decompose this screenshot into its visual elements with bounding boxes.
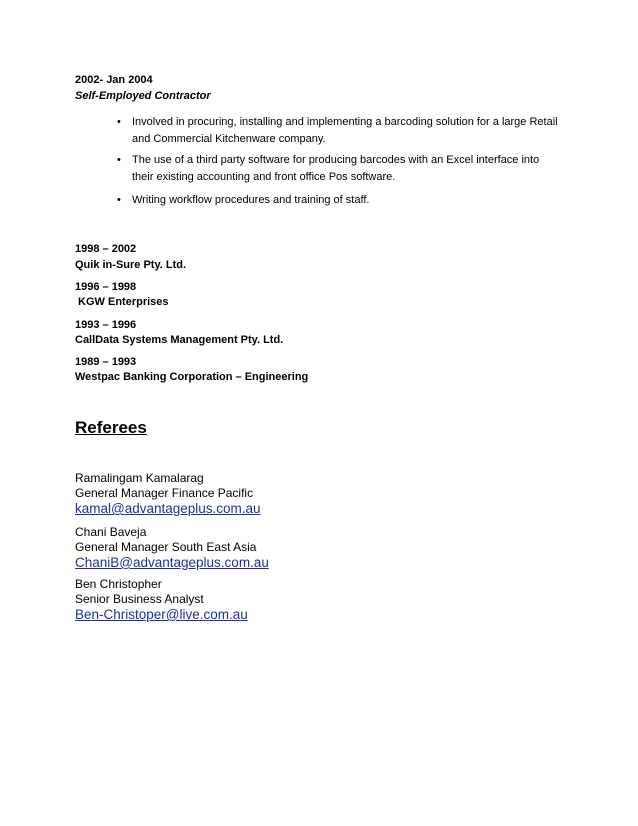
referee-email-link[interactable]: ChaniB@advantageplus.com.au [75, 555, 269, 570]
history-company: Westpac Banking Corporation – Engineering [75, 371, 309, 383]
role-bullet: The use of a third party software for producing barcodes with an Excel interface into their existing accounting and front office Pos software. [132, 154, 540, 183]
role-period: 2002- Jan 2004 [75, 74, 153, 86]
referee-name: Chani Baveja [75, 525, 147, 539]
referee-email-link[interactable]: kamal@advantageplus.com.au [75, 501, 261, 516]
referee-name: Ramalingam Kamalarag [75, 471, 204, 485]
referee-role: Senior Business Analyst [75, 592, 204, 606]
bullet-icon: • [117, 154, 121, 166]
history-company: CallData Systems Management Pty. Ltd. [75, 334, 284, 346]
referees-heading: Referees [75, 418, 147, 437]
bullet-icon: • [117, 194, 121, 206]
referee-role: General Manager South East Asia [75, 540, 257, 554]
role-bullet: Writing workflow procedures and training of staff. [132, 194, 370, 206]
referee-email-link[interactable]: Ben-Christoper@live.com.au [75, 607, 248, 622]
role-bullet: Involved in procuring, installing and implementing a barcoding solution for a large Retail and Commercial Kitchenware company. [132, 116, 558, 145]
history-company: KGW Enterprises [75, 296, 169, 308]
bullet-icon: • [117, 116, 121, 128]
history-period: 1998 – 2002 [75, 243, 137, 255]
history-period: 1996 – 1998 [75, 281, 137, 293]
referee-role: General Manager Finance Pacific [75, 486, 254, 500]
history-period: 1989 – 1993 [75, 356, 137, 368]
history-period: 1993 – 1996 [75, 319, 137, 331]
role-title: Self-Employed Contractor [75, 90, 211, 102]
history-company: Quik in-Sure Pty. Ltd. [75, 259, 187, 271]
referee-name: Ben Christopher [75, 577, 162, 591]
